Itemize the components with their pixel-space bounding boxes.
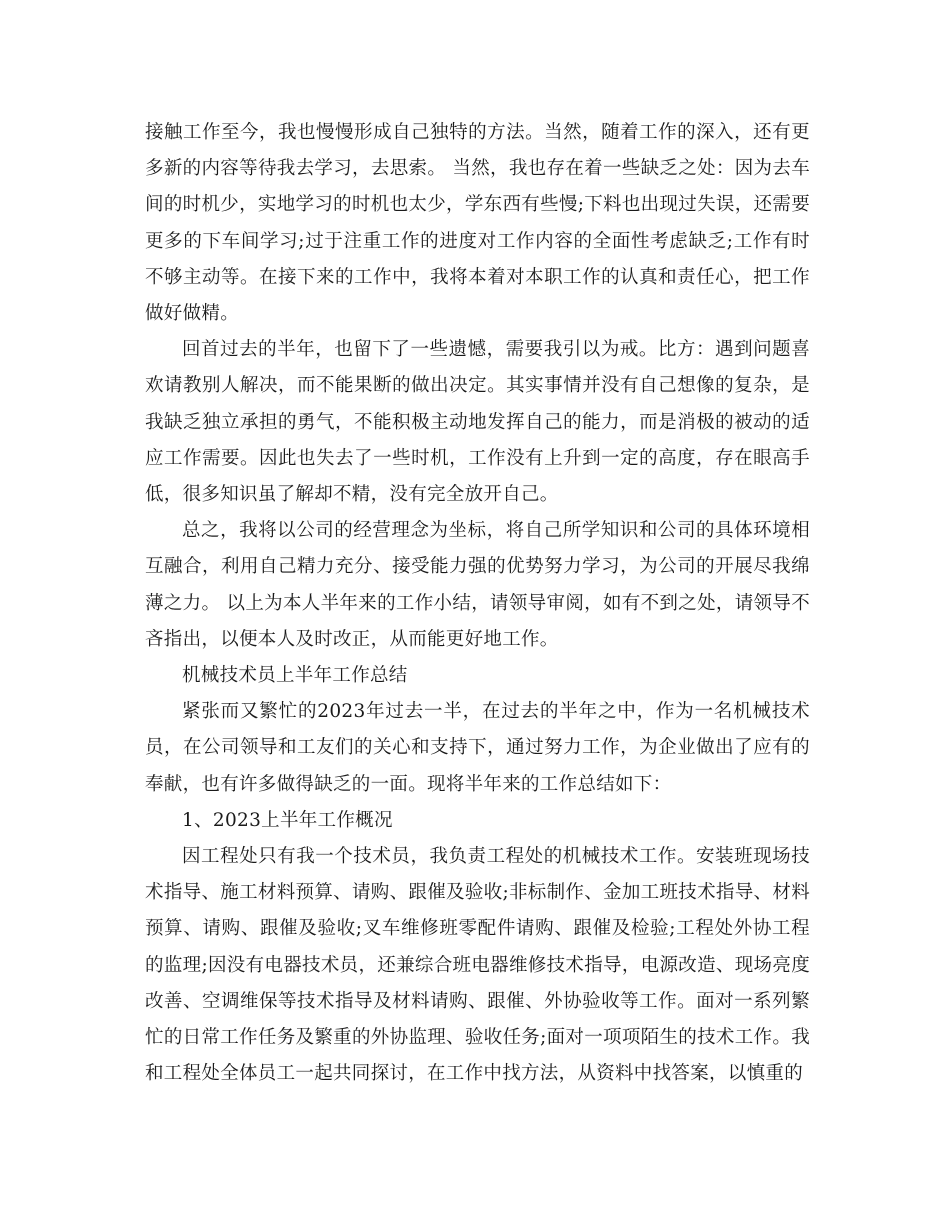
paragraph-reflection: 回首过去的半年，也留下了一些遗憾，需要我引以为戒。比方：遇到问题喜欢请教别人解决，而不能果断的做出决定。其实事情并没有自己想像的复杂，是我缺乏独立承担的勇气，不能积极主动地发挥自己的能力，而是消极的被动的适应工作需要。因此也失去了一些时机，工作没有上升到一定的高度，存在眼高手低，很多知识虽了解却不精，没有完全放开自己。 xyxy=(145,339,810,506)
paragraph-conclusion: 总之，我将以公司的经营理念为坐标，将自己所学知识和公司的具体环境相互融合，利用自己精力充分、接受能力强的优势努力学习，为公司的开展尽我绵薄之力。 以上为本人半年来的工作小结，请领导审阅，如有不到之处，请领导不吝指出，以便本人及时改正，从而能更好地工作。 xyxy=(145,520,810,650)
paragraph-overview: 因工程处只有我一个技术员，我负责工程处的机械技术工作。安装班现场技术指导、施工材料预算、请购、跟催及验收;非标制作、金加工班技术指导、材料预算、请购、跟催及验收;叉车维修班零配件请购、跟催及检验;工程处外协工程的监理;因没有电器技术员，还兼综合班电器维修技术指导，电源改造、现场亮度改善、空调维保等技术指导及材料请购、跟催、外协验收等工作。面对一系列繁忙的日常工作任务及繁重的外协监理、验收任务;面对一项项陌生的技术工作。我和工程处全体员工一起共同探讨，在工作中找方法，从资料中找答案，以慎重的 xyxy=(145,846,810,1085)
section-heading-overview: 1、2023上半年工作概况 xyxy=(182,809,393,831)
document-body xyxy=(145,115,810,1092)
paragraph-intro: 紧张而又繁忙的2023年过去一半，在过去的半年之中，作为一名机械技术员，在公司领导和工友们的关心和支持下，通过努力工作，为企业做出了应有的奉献，也有许多做得缺乏的一面。现将半年来的工作总结如下： xyxy=(145,701,810,795)
section-title: 机械技术员上半年工作总结 xyxy=(182,665,408,687)
paragraph-continuation: 接触工作至今，我也慢慢形成自己独特的方法。当然，随着工作的深入，还有更多新的内容等待我去学习，去思索。 当然，我也存在着一些缺乏之处：因为去车间的时机少，实地学习的时机也太少，学东西有些慢;下料也出现过失误，还需要更多的下车间学习;过于注重工作的进度对工作内容的全面性考虑缺乏;工作有时不够主动等。在接下来的工作中，我将本着对本职工作的认真和责任心，把工作做好做精。 xyxy=(145,122,810,325)
